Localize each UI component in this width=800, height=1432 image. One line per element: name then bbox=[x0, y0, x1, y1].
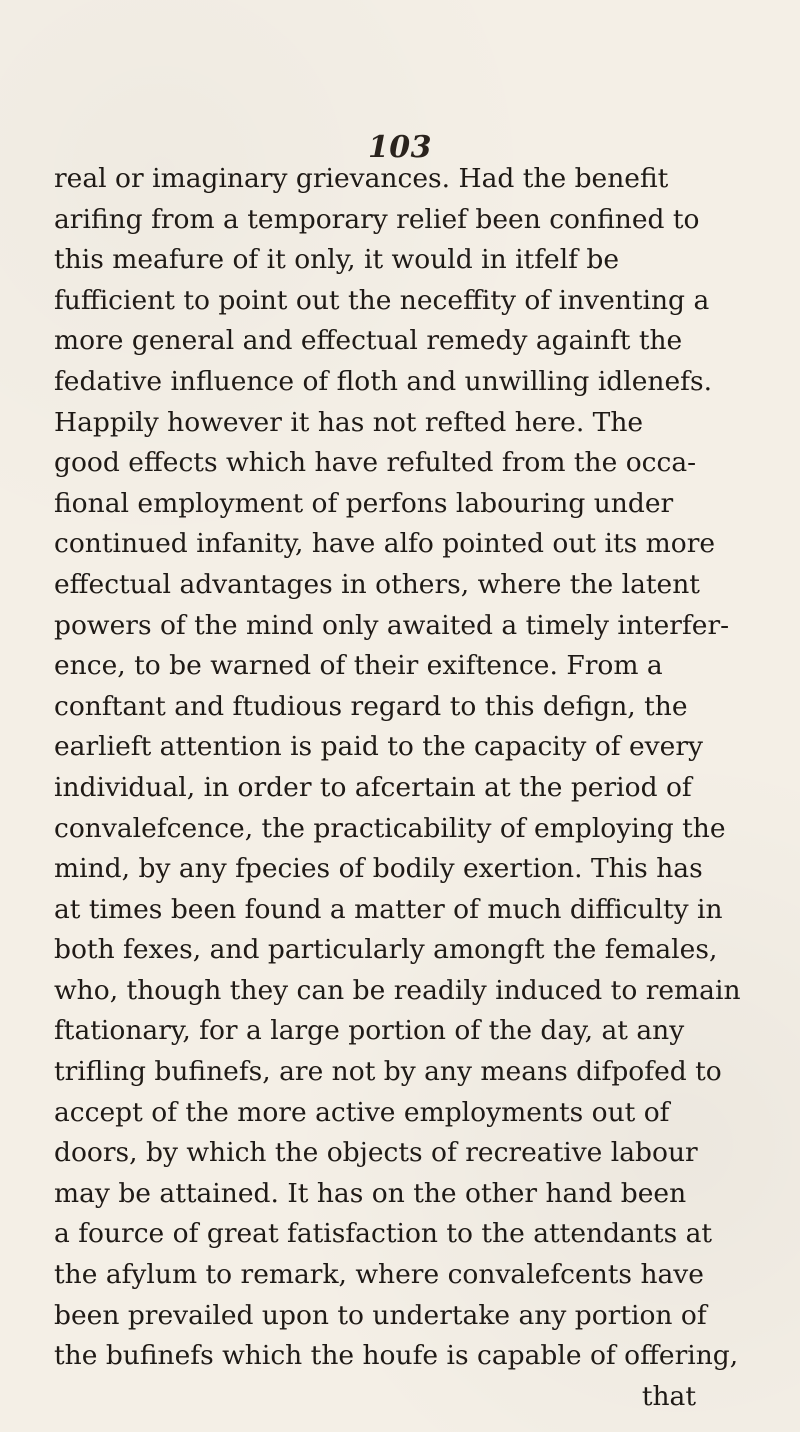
text-line: real or imaginary grievances. Had the benefit bbox=[54, 163, 669, 194]
text-line: who, though they can be readily induced to remain bbox=[54, 974, 741, 1006]
text-line: effectual advantages in others, where the latent bbox=[54, 568, 700, 600]
body-text bbox=[54, 159, 754, 1417]
text-line: the afylum to remark, where convalefcents have bbox=[54, 1259, 704, 1291]
text-line: fional employment of perfons labouring under bbox=[54, 487, 674, 519]
text-line: trifling bufinefs, are not by any means difpofed to bbox=[54, 1056, 722, 1088]
page-number: 103 bbox=[367, 130, 433, 165]
text-line: accept of the more active employments out of bbox=[54, 1096, 670, 1128]
text-line: at times been found a matter of much difficulty in bbox=[54, 893, 723, 925]
text-line: arifing from a temporary relief been confined to bbox=[54, 203, 700, 235]
text-line: this meafure of it only, it would in itfelf be bbox=[54, 244, 620, 276]
text-line: the bufinefs which the houfe is capable of offering, bbox=[54, 1340, 739, 1372]
text-line: fedative influence of floth and unwilling idlenefs. bbox=[54, 365, 712, 397]
text-line: ftationary, for a large portion of the day, at any bbox=[54, 1015, 685, 1047]
text-line: more general and effectual remedy againft the bbox=[54, 325, 683, 357]
text-line: mind, by any fpecies of bodily exertion. This has bbox=[54, 853, 703, 885]
text-line: good effects which have refulted from the occa- bbox=[54, 447, 697, 479]
text-line: fufficient to point out the neceffity of inventing a bbox=[54, 284, 710, 316]
text-line: Happily however it has not refted here. The bbox=[54, 406, 644, 438]
text-line: ence, to be warned of their exiftence. From a bbox=[54, 650, 663, 682]
text-line: a fource of great fatisfaction to the attendants at bbox=[54, 1218, 713, 1250]
text-line: may be attained. It has on the other hand been bbox=[54, 1177, 687, 1209]
text-line: been prevailed upon to undertake any portion of bbox=[54, 1299, 707, 1331]
text-line: doors, by which the objects of recreative labour bbox=[54, 1137, 698, 1169]
text-line: powers of the mind only awaited a timely interfer- bbox=[54, 609, 730, 641]
catchword: that bbox=[641, 1380, 696, 1412]
text-line: conftant and ftudious regard to this defign, the bbox=[54, 690, 688, 722]
text-line: individual, in order to afcertain at the period of bbox=[54, 771, 692, 803]
text-line: continued infanity, have alfo pointed out its more bbox=[54, 528, 716, 560]
text-line: both fexes, and particularly amongft the females, bbox=[54, 934, 718, 966]
text-line: convalefcence, the practicability of employing the bbox=[54, 812, 726, 844]
text-line: earlieft attention is paid to the capacity of every bbox=[54, 731, 703, 763]
